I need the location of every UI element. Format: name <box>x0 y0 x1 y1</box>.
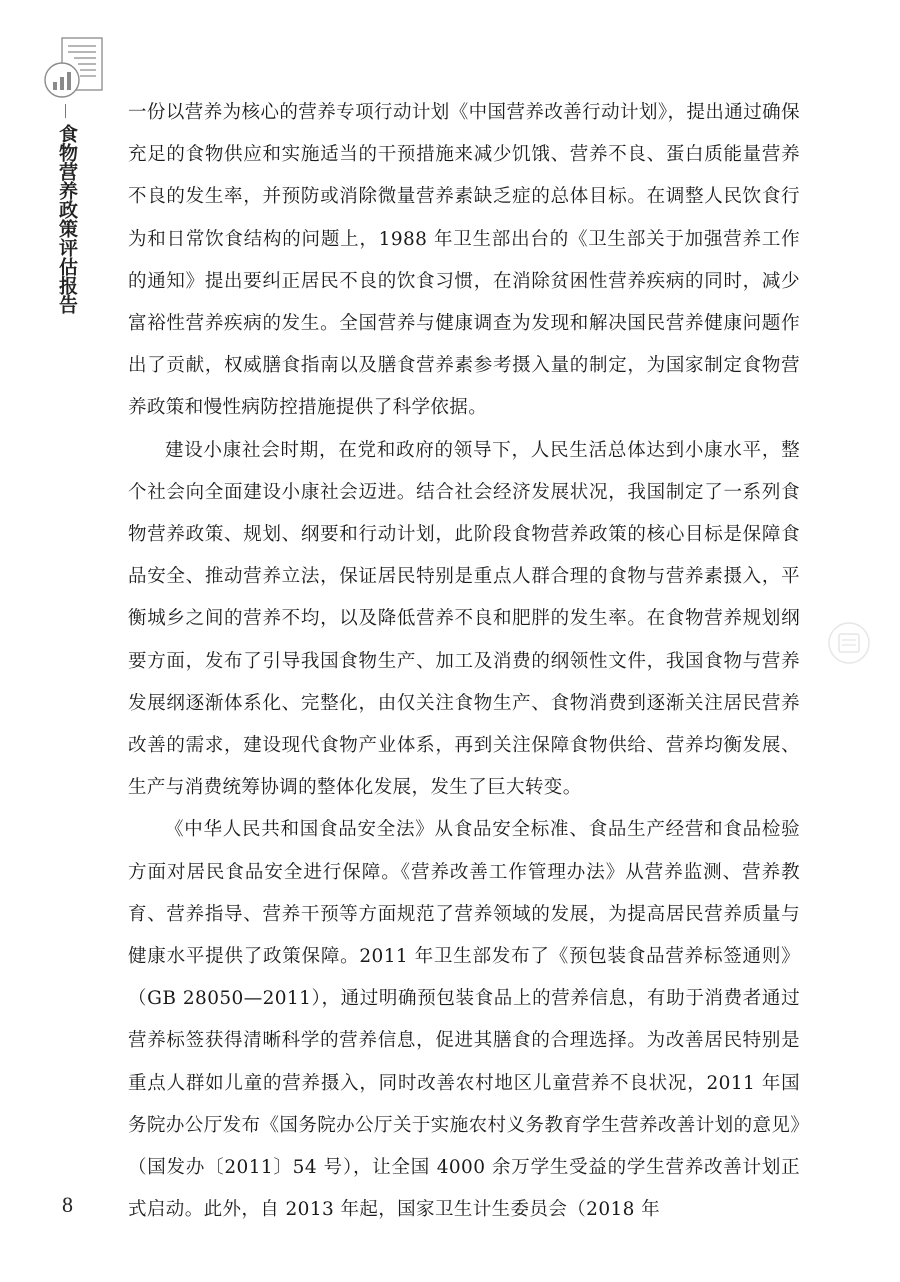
running-book-title: 食物营养政策评估报告 <box>56 124 78 314</box>
edge-watermark-icon <box>826 620 872 666</box>
paragraph: 建设小康社会时期，在党和政府的领导下，人民生活总体达到小康水平，整个社会向全面建设小康社会迈进。结合社会经济发展状况，我国制定了一系列食物营养政策、规划、纲要和行动计划，此阶段食物营养政策的核心目标是保障食品安全、推动营养立法，保证居民特别是重点人群合理的食物与营养素摄入，平衡城乡之间的营养不均，以及降低营养不良和肥胖的发生率。在食物营养规划纲要方面，发布了引导我国食物生产、加工及消费的纲领性文件，我国食物与营养发展纲逐渐体系化、完整化，由仅关注食物生产、食物消费到逐渐关注居民营养改善的需求，建设现代食物产业体系，再到关注保障食物供给、营养均衡发展、生产与消费统筹协调的整体化发展，发生了巨大转变。 <box>128 439 800 799</box>
paragraph: 《中华人民共和国食品安全法》从食品安全标准、食品生产经营和食品检验方面对居民食品安全进行保障。《营养改善工作管理办法》从营养监测、营养教育、营养指导、营养干预等方面规范了营养领域的发展，为提高居民营养质量与健康水平提供了政策保障。2011 年卫生部发布了《预包装食品营养标签通则》（GB 28050—2011），通过明确预包装食品上的营养信息，有助于消费者通过营养标签获得清晰科学的营养信息，促进其膳食的合理选择。为改善居民特别是重点人群如儿童的营养摄入，同时改善农村地区儿童营养不良状况，2011 年国务院办公厅发布《国务院办公厅关于实施农村义务教育学生营养改善计划的意见》（国发办〔2011〕54 号），让全国 4000 余万学生受益的学生营养改善计划正式启动。此外，自 2013 年起，国家卫生计生委员会（2018 年 <box>128 819 800 1221</box>
report-chart-icon <box>40 36 110 108</box>
paragraph-continued: 一份以营养为核心的营养专项行动计划《中国营养改善行动计划》，提出通过确保充足的食物供应和实施适当的干预措施来减少饥饿、营养不良、蛋白质能量营养不良的发生率，并预防或消除微量营养素缺乏症的总体目标。在调整人民饮食行为和日常饮食结构的问题上，1988 年卫生部出台的《卫生部关于加强营养工作的通知》提出要纠正居民不良的饮食习惯，在消除贫困性营养疾病的同时，减少富裕性营养疾病的发生。全国营养与健康调查为发现和解决国民营养健康问题作出了贡献，权威膳食指南以及膳食营养素参考摄入量的制定，为国家制定食物营养政策和慢性病防控措施提供了科学依据。 <box>128 102 800 419</box>
page-number: 8 <box>62 1192 73 1217</box>
body-text <box>128 92 800 1231</box>
side-divider <box>65 104 66 118</box>
